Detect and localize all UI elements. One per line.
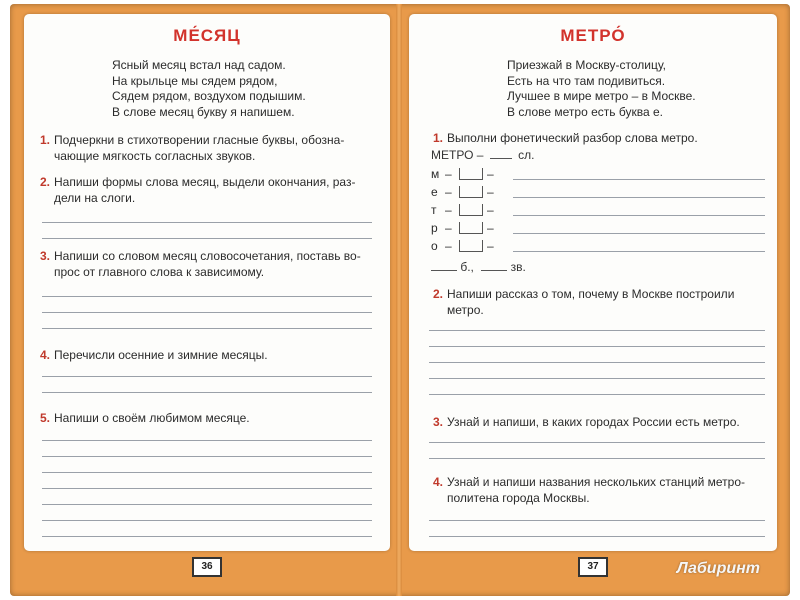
task-text: Напиши рассказ о том, почему в Москве построили	[447, 287, 735, 301]
answer-line[interactable]	[429, 330, 765, 331]
dash: –	[487, 221, 494, 235]
task-number: 3.	[433, 415, 444, 429]
phonetic-footer	[431, 260, 526, 274]
task-number: 5.	[40, 411, 51, 425]
answer-line[interactable]	[429, 394, 765, 395]
poem-line: Приезжай в Москву-столицу,	[507, 58, 667, 72]
sound-box[interactable]	[459, 204, 483, 216]
answer-line[interactable]	[513, 233, 765, 234]
book-spread	[10, 4, 790, 596]
answer-line[interactable]	[42, 536, 372, 537]
task-text: Выполни фонетический разбор слова метро.	[447, 131, 698, 145]
task-number: 3.	[40, 249, 51, 263]
answer-line[interactable]	[513, 251, 765, 252]
task-text: прос от главного слова к зависимому.	[54, 265, 265, 279]
answer-line[interactable]	[42, 312, 372, 313]
phonetic-head	[431, 148, 534, 162]
poem-line: На крыльце мы сядем рядом,	[112, 73, 278, 88]
dash: –	[445, 203, 452, 217]
page-number: 37	[578, 557, 608, 577]
task-number: 1.	[40, 133, 51, 147]
phonetic-word: МЕТРО –	[431, 148, 484, 162]
answer-line[interactable]	[42, 296, 372, 297]
sound-box[interactable]	[459, 240, 483, 252]
poem-line: Есть на что там подивиться.	[507, 73, 666, 88]
task-number: 4.	[433, 475, 444, 489]
poem-line: Лучшее в мире метро – в Москве.	[507, 89, 696, 103]
task-text: Напиши со словом месяц словосочетания, поставь во-	[54, 249, 361, 263]
task-1	[40, 132, 384, 164]
dash: –	[487, 239, 494, 253]
answer-line[interactable]	[42, 238, 372, 239]
dash: –	[487, 167, 494, 181]
dash: –	[445, 185, 452, 199]
answer-line[interactable]	[429, 346, 765, 347]
task-text: Узнай и напиши, в каких городах России есть метро.	[447, 415, 740, 429]
dash: –	[445, 167, 452, 181]
dash: –	[445, 221, 452, 235]
phonetic-letter: е	[431, 185, 438, 199]
dash: –	[445, 239, 452, 253]
task-2	[433, 286, 767, 318]
answer-line[interactable]	[429, 362, 765, 363]
answer-line[interactable]	[429, 442, 765, 443]
left-poem	[24, 58, 390, 120]
task-text: Подчеркни в стихотворении гласные буквы, обозна-	[54, 133, 345, 147]
answer-line[interactable]	[513, 215, 765, 216]
right-poem	[409, 58, 777, 120]
sound-box[interactable]	[459, 222, 483, 234]
task-number: 4.	[40, 348, 51, 362]
sound-box[interactable]	[459, 168, 483, 180]
task-5	[40, 410, 384, 426]
task-1	[433, 130, 767, 146]
task-number: 2.	[40, 175, 51, 189]
task-2	[40, 174, 384, 206]
task-text: Напиши о своём любимом месяце.	[54, 411, 250, 425]
poem-line: Сядем рядом, воздухом подышим.	[112, 89, 306, 103]
answer-line[interactable]	[42, 472, 372, 473]
poem-line: Ясный месяц встал над садом.	[112, 58, 286, 72]
dash: –	[487, 185, 494, 199]
answer-line[interactable]	[429, 458, 765, 459]
syllable-blank[interactable]	[490, 158, 512, 159]
answer-line[interactable]	[513, 197, 765, 198]
task-text: политена города Москвы.	[447, 491, 590, 505]
book-spine	[396, 4, 402, 596]
sounds-label: зв.	[510, 260, 526, 274]
task-4	[433, 474, 767, 506]
poem-line: В слове месяц букву я напишем.	[112, 104, 295, 119]
answer-line[interactable]	[42, 488, 372, 489]
answer-line[interactable]	[42, 520, 372, 521]
answer-line[interactable]	[429, 520, 765, 521]
answer-line[interactable]	[513, 179, 765, 180]
phonetic-suffix: сл.	[518, 148, 535, 162]
task-text: метро.	[447, 303, 484, 317]
answer-line[interactable]	[42, 440, 372, 441]
task-3	[40, 248, 384, 280]
answer-line[interactable]	[42, 222, 372, 223]
task-text: дели на слоги.	[54, 191, 136, 205]
right-page-title: МЕТРО́	[560, 26, 626, 45]
task-text: Напиши формы слова месяц, выдели окончания, раз-	[54, 175, 356, 189]
answer-line[interactable]	[429, 378, 765, 379]
letters-count-blank[interactable]	[431, 270, 457, 271]
letters-label: б.,	[460, 260, 474, 274]
dash: –	[487, 203, 494, 217]
sound-box[interactable]	[459, 186, 483, 198]
watermark-logo: Лабиринт	[676, 560, 760, 577]
task-text: Перечисли осенние и зимние месяцы.	[54, 348, 268, 362]
sounds-count-blank[interactable]	[481, 270, 507, 271]
phonetic-letter: т	[431, 203, 437, 217]
answer-line[interactable]	[42, 328, 372, 329]
task-text: чающие мягкость согласных звуков.	[54, 149, 256, 163]
answer-line[interactable]	[42, 376, 372, 377]
answer-line[interactable]	[42, 504, 372, 505]
phonetic-letter: м	[431, 167, 440, 181]
phonetic-letter: о	[431, 239, 438, 253]
page-number: 36	[192, 557, 222, 577]
task-3	[433, 414, 767, 430]
answer-line[interactable]	[429, 536, 765, 537]
answer-line[interactable]	[42, 456, 372, 457]
left-page-title: МЕ́СЯЦ	[173, 26, 241, 45]
task-4	[40, 347, 384, 363]
answer-line[interactable]	[42, 392, 372, 393]
left-page	[24, 14, 390, 572]
task-number: 2.	[433, 287, 444, 301]
task-number: 1.	[433, 131, 444, 145]
task-text: Узнай и напиши названия нескольких станций метро-	[447, 475, 746, 489]
phonetic-letter: р	[431, 221, 438, 235]
poem-line: В слове метро есть буква е.	[507, 104, 663, 119]
